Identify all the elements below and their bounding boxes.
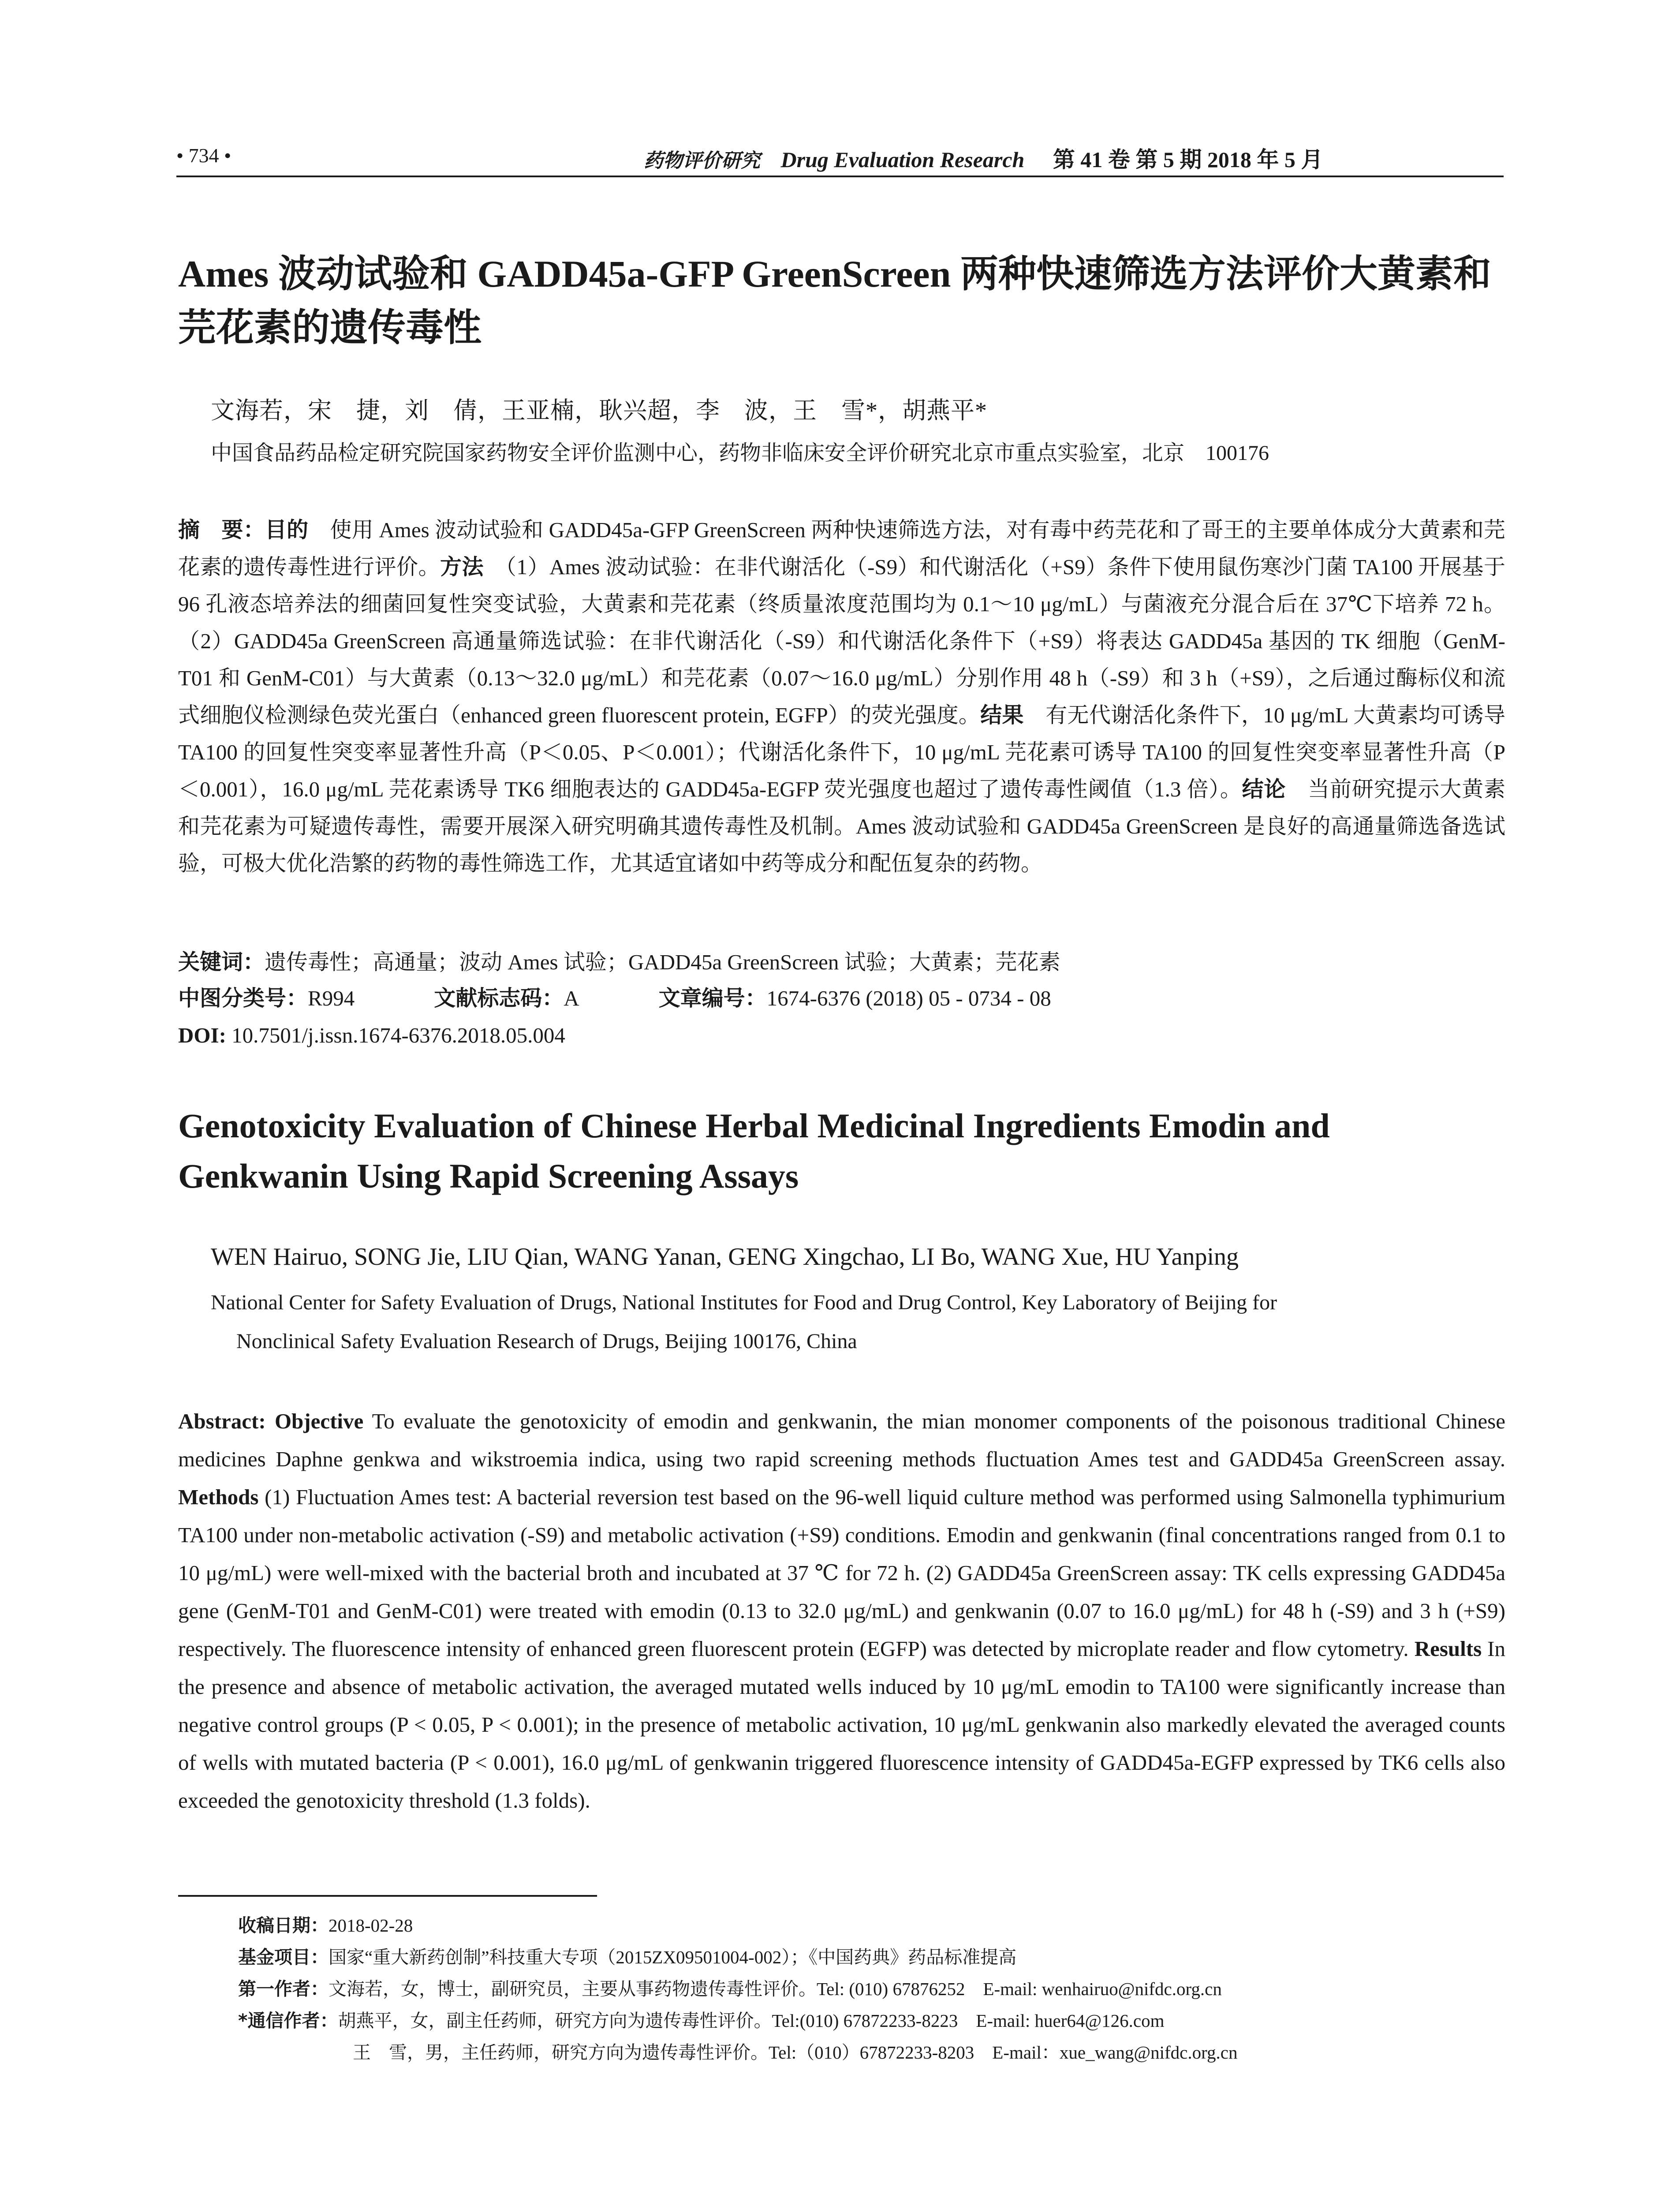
affiliation-en-line2: Nonclinical Safety Evaluation Research of Drugs, Beijing 100176, China [236, 1330, 857, 1353]
objective-en-text: To evaluate the genotoxicity of emodin and genkwanin, the mian monomer components of the poisonous traditional Chinese medicines Daphne genkwa and wikstroemia indica, using two rapid screening methods fluctuation Ames test and GADD45a GreenScreen assay. [178, 1409, 1505, 1471]
footnote-rule [178, 1895, 597, 1897]
header-rule [176, 176, 1504, 177]
methods-cn-text: （1）Ames 波动试验：在非代谢活化（-S9）和代谢活化（+S9）条件下使用鼠伤寒沙门菌 TA100 开展基于 96 孔液态培养法的细菌回复性突变试验，大黄素和芫花素（终质量浓度范围均为 0.1～10 μg/mL）与菌液充分混合后在 37℃下培养 72 h。（2）GADD45a GreenScreen 高通量筛选试验：在非代谢活化（-S9）和代谢活化条件下（+S9）将表达 GADD45a 基因的 TK 细胞（GenM-T01 和 GenM-C01）与大黄素（0.13～32.0 μg/mL）和芫花素（0.07～16.0 μg/mL）分别作用 48 h（-S9）和 3 h（+S9），之后通过酶标仪和流式细胞仪检测绿色荧光蛋白（enhanced green fluorescent protein, EGFP）的荧光强度。 [178, 555, 1505, 727]
doc-code-value: A [564, 986, 579, 1010]
page-number: • 734 • [176, 144, 231, 167]
clc-label: 中图分类号： [178, 986, 308, 1011]
classification-line [178, 980, 1505, 1017]
issue-info: 第 41 卷 第 5 期 2018 年 5 月 [1053, 147, 1323, 172]
running-header [176, 140, 1504, 178]
abstract-cn [178, 512, 1505, 882]
corresponding-author-2: 王 雪，男，主任药师，研究方向为遗传毒性评价。Tel:（010）67872233-8203 E-mail：xue_wang@nifdc.org.cn [353, 2042, 1238, 2063]
doi-label: DOI: [178, 1023, 226, 1047]
corresponding-label: *通信作者： [238, 2010, 338, 2031]
abstract-en [178, 1402, 1505, 1820]
conclusion-cn-text: 当前研究提示大黄素和芫花素为可疑遗传毒性，需要开展深入研究明确其遗传毒性及机制。Ames 波动试验和 GADD45a GreenScreen 是良好的高通量筛选备选试验，可极大优化浩繁的药物的毒性筛选工作，尤其适宜诸如中药等成分和配伍复杂的药物。 [178, 777, 1505, 875]
article-no-value: 1674-6376 (2018) 05 - 0734 - 08 [766, 986, 1051, 1010]
doi-line [178, 1017, 1505, 1054]
affiliation-cn: 中国食品药品检定研究院国家药物安全评价监测中心，药物非临床安全评价研究北京市重点实验室，北京 100176 [211, 441, 1269, 465]
authors-cn: 文海若，宋 捷，刘 倩，王亚楠，耿兴超，李 波，王 雪*，胡燕平* [211, 397, 987, 424]
objective-cn-text: 使用 Ames 波动试验和 GADD45a-GFP GreenScreen 两种快速筛选方法，对有毒中药芫花和了哥王的主要单体成分大黄素和芫花素的遗传毒性进行评价。 [178, 518, 1505, 579]
objective-en-label: Objective [274, 1409, 364, 1433]
journal-logo: 药物评价研究 [644, 149, 760, 172]
results-en-text: In the presence and absence of metabolic activation, the averaged mutated wells induced by 10 μg/mL emodin to TA100 were significantly increase than negative control groups (P < 0.05, P < 0.001); in the presence of metabolic activation, 10 μg/mL genkwanin also markedly elevated the averaged counts of wells with mutated bacteria (P < 0.001), 16.0 μg/mL of genkwanin triggered fluorescence intensity of GADD45a-EGFP expressed by TK6 cells also exceeded the genotoxicity threshold (1.3 folds). [178, 1637, 1505, 1813]
footnote-corresponding [238, 2005, 1517, 2037]
conclusion-cn-label: 结论 [1242, 777, 1286, 802]
methods-en-label: Methods [178, 1485, 259, 1509]
keywords-cn-text: 遗传毒性；高通量；波动 Ames 试验；GADD45a GreenScreen 试验；大黄素；芫花素 [265, 950, 1060, 974]
footnote-received [238, 1910, 1517, 1941]
journal-name-en: Drug Evaluation Research [780, 147, 1025, 172]
first-author-label: 第一作者： [238, 1978, 329, 1999]
received-label: 收稿日期： [238, 1915, 329, 1936]
footnotes [238, 1910, 1517, 2068]
keywords-cn [178, 944, 1505, 981]
title-cn: Ames 波动试验和 GADD45a-GFP GreenScreen 两种快速筛选方法评价大黄素和芫花素的遗传毒性 [178, 253, 1491, 349]
results-cn-text: 有无代谢活化条件下，10 μg/mL 大黄素均可诱导 TA100 的回复性突变率显著性升高（P＜0.05、P＜0.001）；代谢活化条件下，10 μg/mL 芫花素可诱导 TA100 的回复性突变率显著性升高（P＜0.001），16.0 μg/mL 芫花素诱导 TK6 细胞表达的 GADD45a-EGFP 荧光强度也超过了遗传毒性阈值（1.3 倍）。 [178, 703, 1505, 801]
received-date: 2018-02-28 [329, 1915, 413, 1936]
abstract-en-label: Abstract: [178, 1409, 275, 1433]
methods-cn-label: 方法 [440, 554, 484, 579]
journal-banner [644, 142, 1323, 174]
results-cn-label: 结果 [980, 703, 1024, 728]
article-no-label: 文章编号： [658, 986, 767, 1011]
fund-label: 基金项目： [238, 1947, 329, 1968]
corresponding-author-1: 胡燕平，女，副主任药师，研究方向为遗传毒性评价。Tel:(010) 67872233-8223 E-mail: huer64@126.com [338, 2011, 1165, 2031]
clc-value: R994 [308, 986, 355, 1010]
title-en: Genotoxicity Evaluation of Chinese Herbal Medicinal Ingredients Emodin and Genkwanin Using Rapid Screening Assays [178, 1106, 1330, 1195]
doc-code-label: 文献标志码： [434, 986, 564, 1011]
doi-value: 10.7501/j.issn.1674-6376.2018.05.004 [226, 1023, 565, 1047]
first-author-text: 文海若，女，博士，副研究员，主要从事药物遗传毒性评价。Tel: (010) 67876252 E-mail: wenhairuo@nifdc.org.cn [329, 1979, 1222, 1999]
footnote-fund [238, 1941, 1517, 1973]
objective-cn-label: 目的 [265, 517, 309, 542]
keywords-cn-label: 关键词： [178, 949, 265, 975]
affiliation-en-line1: National Center for Safety Evaluation of Drugs, National Institutes for Food and Drug Control, Key Laboratory of Beijing for [211, 1291, 1277, 1314]
footnote-first-author [238, 1973, 1517, 2005]
results-en-label: Results [1414, 1637, 1482, 1661]
abstract-cn-label: 摘 要： [178, 517, 265, 542]
affiliation-en [211, 1283, 1516, 1361]
fund-text: 国家“重大新药创制”科技重大专项（2015ZX09501004-002）；《中国药典》药品标准提高 [329, 1947, 1017, 1967]
footnote-corresponding-2 [238, 2037, 1517, 2068]
authors-en: WEN Hairuo, SONG Jie, LIU Qian, WANG Yanan, GENG Xingchao, LI Bo, WANG Xue, HU Yanping [211, 1243, 1239, 1271]
methods-en-text: (1) Fluctuation Ames test: A bacterial reversion test based on the 96-well liquid culture method was performed using Salmonella typhimurium TA100 under non-metabolic activation (-S9) and metabolic activation (+S9) conditions. Emodin and genkwanin (final concentrations ranged from 0.1 to 10 μg/mL) were well-mixed with the bacterial broth and incubated at 37 ℃ for 72 h. (2) GADD45a GreenScreen assay: TK cells expressing GADD45a gene (GenM-T01 and GenM-C01) were treated with emodin (0.13 to 32.0 μg/mL) and genkwanin (0.07 to 16.0 μg/mL) for 48 h (-S9) and 3 h (+S9) respectively. The fluorescence intensity of enhanced green fluorescent protein (EGFP) was detected by microplate reader and flow cytometry. [178, 1485, 1505, 1661]
